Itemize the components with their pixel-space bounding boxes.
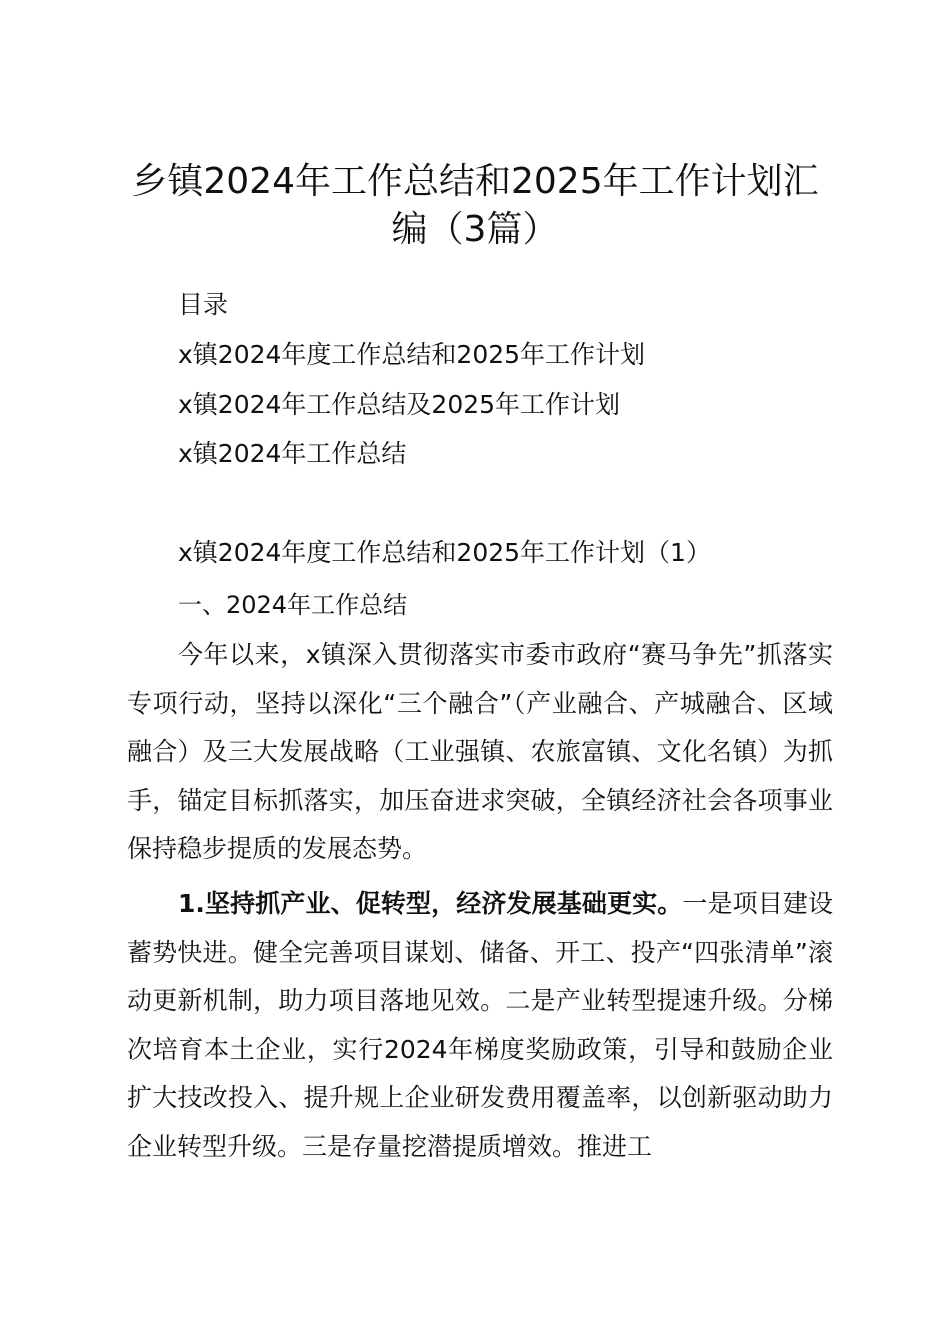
point1-heading: 1.坚持抓产业、促转型，经济发展基础更实。 (178, 889, 683, 918)
toc-item-3: x镇2024年工作总结 (178, 439, 407, 468)
document-title: 乡镇2024年工作总结和2025年工作计划汇编（3篇） (131, 161, 819, 250)
toc-item-1: x镇2024年度工作总结和2025年工作计划 (178, 340, 646, 369)
toc-item-2: x镇2024年工作总结及2025年工作计划 (178, 390, 621, 419)
article-title: x镇2024年度工作总结和2025年工作计划（1） (178, 538, 711, 567)
toc-heading: 目录 (178, 290, 229, 319)
point1-paragraph (127, 880, 833, 1171)
section-heading: 一、2024年工作总结 (178, 591, 408, 619)
intro-paragraph: 今年以来，x镇深入贯彻落实市委市政府“赛马争先”抓落实专项行动，坚持以深化“三个融合”（产业融合、产城融合、区域融合）及三大发展战略（工业强镇、农旅富镇、文化名镇）为抓手，锚定目标抓落实，加压奋进求突破，全镇经济社会各项事业保持稳步提质的发展态势。 (127, 640, 833, 863)
point1-text: 一是项目建设蓄势快进。健全完善项目谋划、储备、开工、投产“四张清单”滚动更新机制，助力项目落地见效。二是产业转型提速升级。分梯次培育本土企业，实行2024年梯度奖励政策，引导和鼓励企业扩大技改投入、提升规上企业研发费用覆盖率，以创新驱动助力企业转型升级。三是存量挖潜提质增效。推进工 (127, 889, 833, 1161)
